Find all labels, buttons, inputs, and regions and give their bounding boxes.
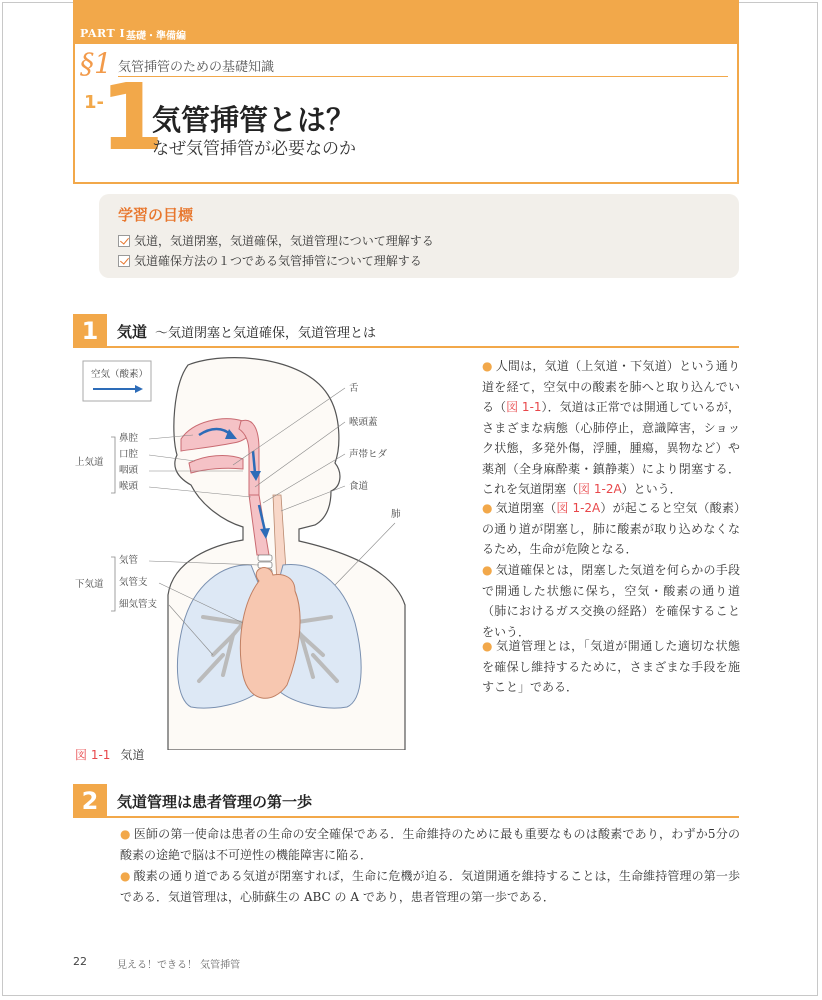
learning-goals-heading: 学習の目標: [118, 206, 194, 224]
figure-link[interactable]: 図 1-1: [506, 400, 542, 414]
section-heading-sub: 〜気道閉塞と気道確保，気道管理とは: [155, 326, 377, 341]
bullet-paragraph: ● 人間は，気道（上気道・下気道）という通り道を経て，空気中の酸素を肺へと取り込んでいる（図 1-1）．気道は正常では開通しているが，さまざまな病態（心肺停止，意識障害，ショック状態，多発外傷，浮腫，腫瘍，異物など）や薬剤（全身麻酔薬・鎮静薬）により閉塞する．これを気道閉塞（図 1-2A）という．: [482, 359, 740, 496]
book-title: 見える！できる！ 気管挿管: [117, 960, 241, 971]
part-label: PART Ⅰ: [80, 27, 126, 40]
part-subtitle: 基礎・準備編: [126, 31, 186, 42]
section-title: 気管挿管のための基礎知識: [118, 60, 275, 75]
keyword: 気道確保: [495, 563, 545, 577]
bullet-icon: ●: [482, 501, 493, 515]
label-oral: 口腔: [119, 449, 139, 460]
label-lower-airway: 下気道: [75, 579, 104, 590]
label-nasal: 鼻腔: [119, 433, 139, 444]
bullet-paragraph: ● 気道管理とは，「気道が開通した適切な状態を確保し維持するために，さまざまな手段を施すこと」である．: [482, 639, 740, 694]
label-trachea: 気管: [119, 555, 139, 566]
bullet-icon: ●: [120, 869, 131, 883]
goal-text: 気道，気道閉塞，気道確保，気道管理について理解する: [134, 234, 434, 248]
figure-ref: 図 1-1: [75, 748, 111, 762]
figure-link[interactable]: 図 1-2A: [578, 482, 622, 496]
label-upper-airway: 上気道: [75, 457, 104, 468]
airway-illustration: [73, 355, 478, 750]
section-heading: [117, 321, 376, 342]
bullet-paragraph: ● 酸素の通り道である気道が閉塞すれば，生命に危機が迫る．気道開通を維持することは，生命維持管理の第一歩である．気道管理は，心肺蘇生の ABC の A であり，患者管理の第一歩である．: [120, 869, 740, 904]
bullet-paragraph: ● 医師の第一使命は患者の生命の安全確保である．生命維持のために最も重要なものは酸素であり，わずか5分の酸素の途絶で脳は不可逆性の機能障害に陥る．: [120, 827, 740, 862]
goal-item: [118, 232, 434, 249]
label-epiglottis: 喉頭蓋: [349, 417, 378, 428]
label-esophagus: 食道: [349, 481, 369, 492]
lower-bracket: [111, 557, 115, 611]
bullet-icon: ●: [482, 359, 493, 373]
label-bronchus: 気管支: [119, 577, 148, 588]
bullet-icon: ●: [482, 563, 493, 577]
section-rule: [73, 816, 739, 818]
label-lung: 肺: [391, 509, 401, 520]
figure-caption: [75, 746, 144, 763]
goal-text: 気道確保方法の１つである気管挿管について理解する: [134, 254, 422, 268]
label-vocal-folds: 声帯ヒダ: [349, 449, 388, 460]
bullet-paragraph: ● 気道確保とは，閉塞した気道を何らかの手段で開通した状態に保ち，空気・酸素の通り道（肺におけるガス交換の経路）を確保することをいう．: [482, 563, 740, 639]
figure-link[interactable]: 図 1-2A: [556, 501, 601, 515]
figure-caption-text: 気道: [120, 748, 145, 762]
keyword: 気道閉塞: [518, 482, 567, 496]
section-1-header: [73, 314, 739, 348]
bullet-paragraph: ● 気道閉塞（図 1-2A）が起こると空気（酸素）の通り道が閉塞し，肺に酸素が取り込めなくなるため，生命が危険となる．: [482, 501, 740, 556]
keyword: 気道: [544, 359, 570, 373]
airway-diagram: [73, 355, 478, 750]
section-rule: [118, 76, 728, 77]
section-heading-main: 気道: [117, 323, 148, 341]
label-bronchiole: 細気管支: [119, 599, 158, 610]
chapter-prefix: 1-: [84, 92, 104, 113]
checkbox-icon: [118, 255, 130, 267]
page-subtitle: なぜ気管挿管が必要なのか: [152, 139, 356, 159]
section-rule: [73, 346, 739, 348]
label-larynx: 喉頭: [119, 481, 139, 492]
section-number: 2: [73, 784, 107, 818]
keyword: 気道管理: [496, 639, 547, 653]
section-number: 1: [73, 314, 107, 348]
label-tongue: 舌: [349, 383, 359, 394]
bullet-icon: ●: [120, 827, 131, 841]
section-heading: 気道管理は患者管理の第一歩: [117, 793, 313, 811]
upper-bracket: [111, 437, 115, 493]
section-2-header: [73, 784, 739, 818]
page-number: 22: [73, 955, 87, 968]
checkbox-icon: [118, 235, 130, 247]
bullet-icon: ●: [482, 639, 493, 653]
label-pharynx: 咽頭: [119, 465, 139, 476]
page-title: 気管挿管とは？: [152, 103, 356, 137]
goal-item: [118, 252, 422, 269]
keyword: 気道閉塞: [495, 501, 545, 515]
legend-text: 空気（酸素）: [91, 369, 149, 380]
legend-box: [83, 361, 151, 401]
section-mark: §1: [80, 47, 112, 80]
chapter-number: 1: [100, 64, 165, 171]
